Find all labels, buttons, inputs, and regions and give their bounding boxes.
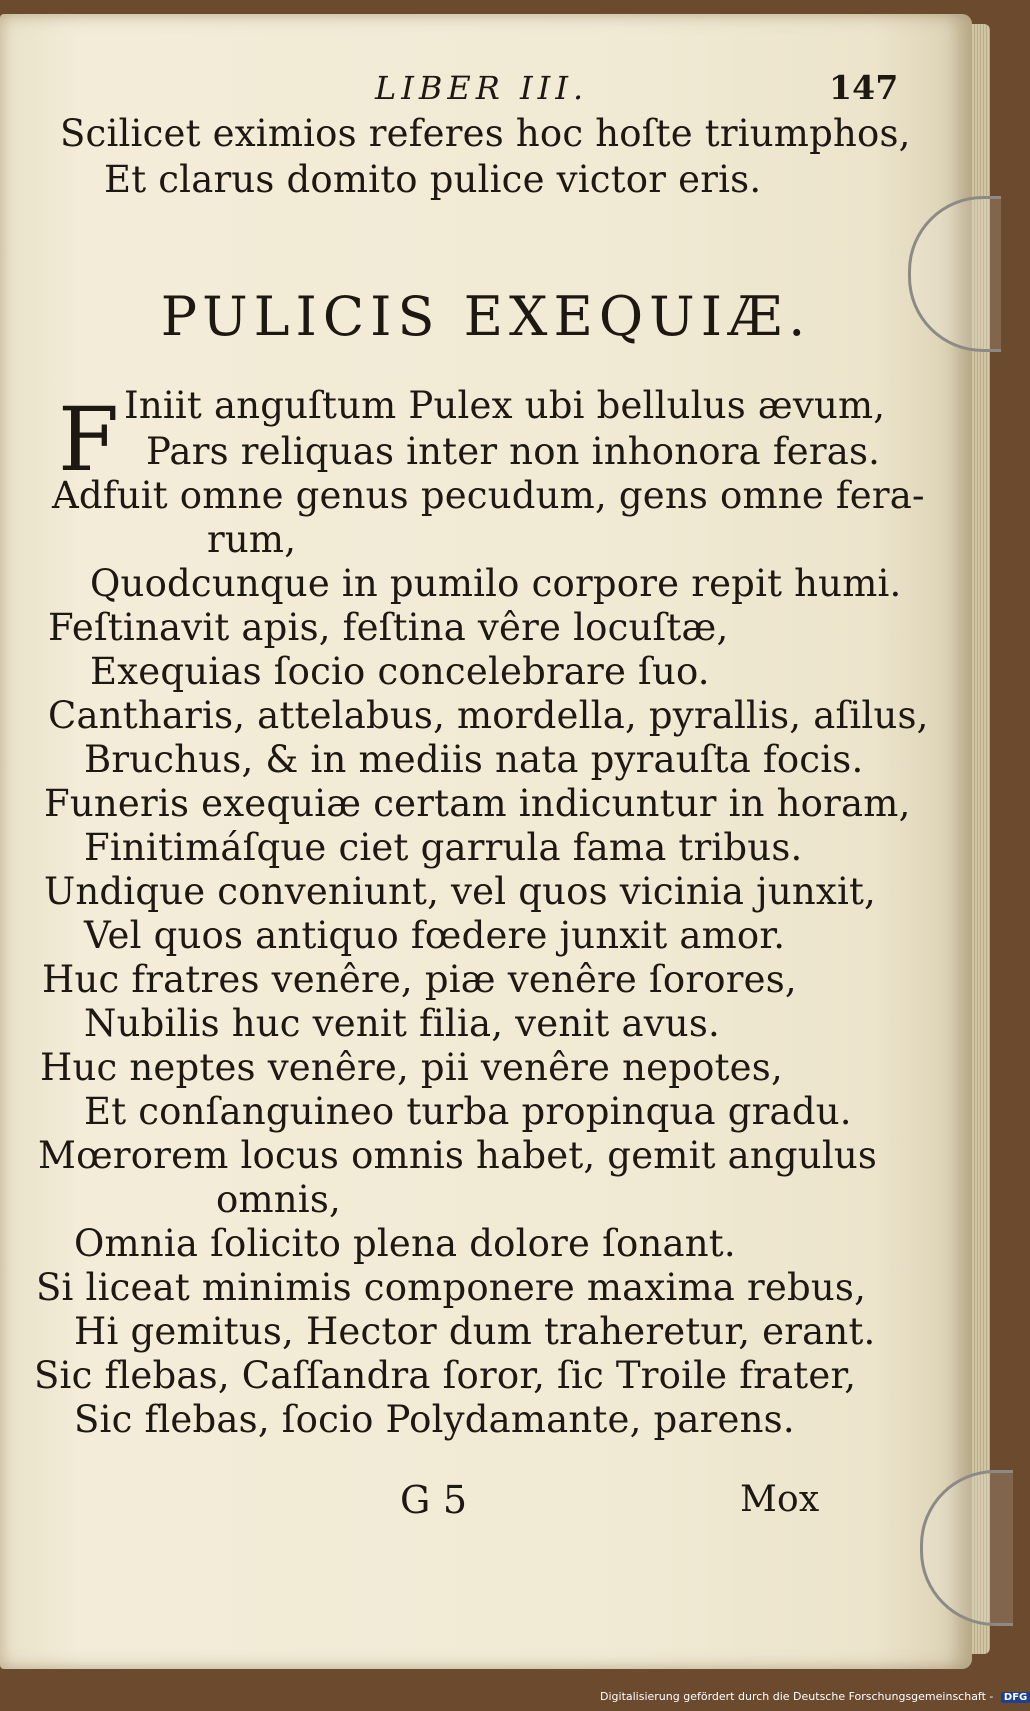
carry-over-line: Et clarus domito pulice victor eris.: [104, 158, 762, 201]
poem-line: Si liceat minimis componere maxima rebus,: [36, 1266, 867, 1309]
poem-line: Iniit anguſtum Pulex ubi bellulus ævum,: [124, 384, 886, 427]
poem-line: Vel quos antiquo fœdere junxit amor.: [84, 914, 786, 957]
poem-line: Exequias ſocio concelebrare ſuo.: [90, 650, 710, 693]
catchword: Mox: [740, 1479, 820, 1520]
digitization-credit: [600, 1690, 1030, 1703]
poem-line: Cantharis, attelabus, mordella, pyrallis, aſilus,: [48, 694, 929, 737]
poem-line: Quodcunque in pumilo corpore repit humi.: [90, 562, 902, 605]
poem-line: Bruchus, & in mediis nata pyrauſta focis.: [84, 738, 864, 781]
carry-over-line: Scilicet eximios referes hoc hoſte triumphos,: [60, 112, 911, 155]
poem-line: Huc fratres venêre, piæ venêre ſorores,: [42, 958, 797, 1001]
page-number: 147: [829, 68, 899, 107]
poem-line: Sic flebas, Caſſandra ſoror, ſic Troile frater,: [34, 1354, 857, 1397]
poem-line: Undique conveniunt, vel quos vicinia junxit,: [44, 870, 877, 913]
poem-line: Omnia ſolicito plena dolore ſonant.: [74, 1222, 736, 1265]
poem-line: Mœrorem locus omnis habet, gemit angulus: [38, 1134, 878, 1177]
poem-line: Nubilis huc venit filia, venit avus.: [84, 1002, 720, 1045]
poem-line: Funeris exequiæ certam indicuntur in horam,: [44, 782, 911, 825]
poem-line: Adfuit omne genus pecudum, gens omne fera-: [52, 474, 925, 517]
poem-line: Pars reliquas inter non inhonora feras.: [146, 430, 881, 473]
drop-initial: F: [58, 388, 120, 491]
poem-line: rum,: [207, 518, 297, 561]
poem-line: Huc neptes venêre, pii venêre nepotes,: [40, 1046, 783, 1089]
poem-line: Hi gemitus, Hector dum traheretur, erant.: [74, 1310, 876, 1353]
dfg-logo: DFG: [1001, 1692, 1030, 1703]
poem-line: Sic flebas, ſocio Polydamante, parens.: [74, 1398, 795, 1441]
poem-line: Feſtinavit apis, feſtina vêre locuſtæ,: [48, 606, 729, 649]
credit-text: Digitalisierung gefördert durch die Deutsche Forschungsgemeinschaft -: [600, 1690, 994, 1703]
running-head: LIBER III.: [375, 69, 589, 107]
signature-mark: G 5: [400, 1478, 468, 1522]
poem-line: Finitimáſque ciet garrula fama tribus.: [84, 826, 803, 869]
poem-line: omnis,: [216, 1178, 341, 1221]
poem-line: Et conſanguineo turba propinqua gradu.: [84, 1090, 852, 1133]
poem-title: PULICIS EXEQUIÆ.: [160, 285, 812, 348]
